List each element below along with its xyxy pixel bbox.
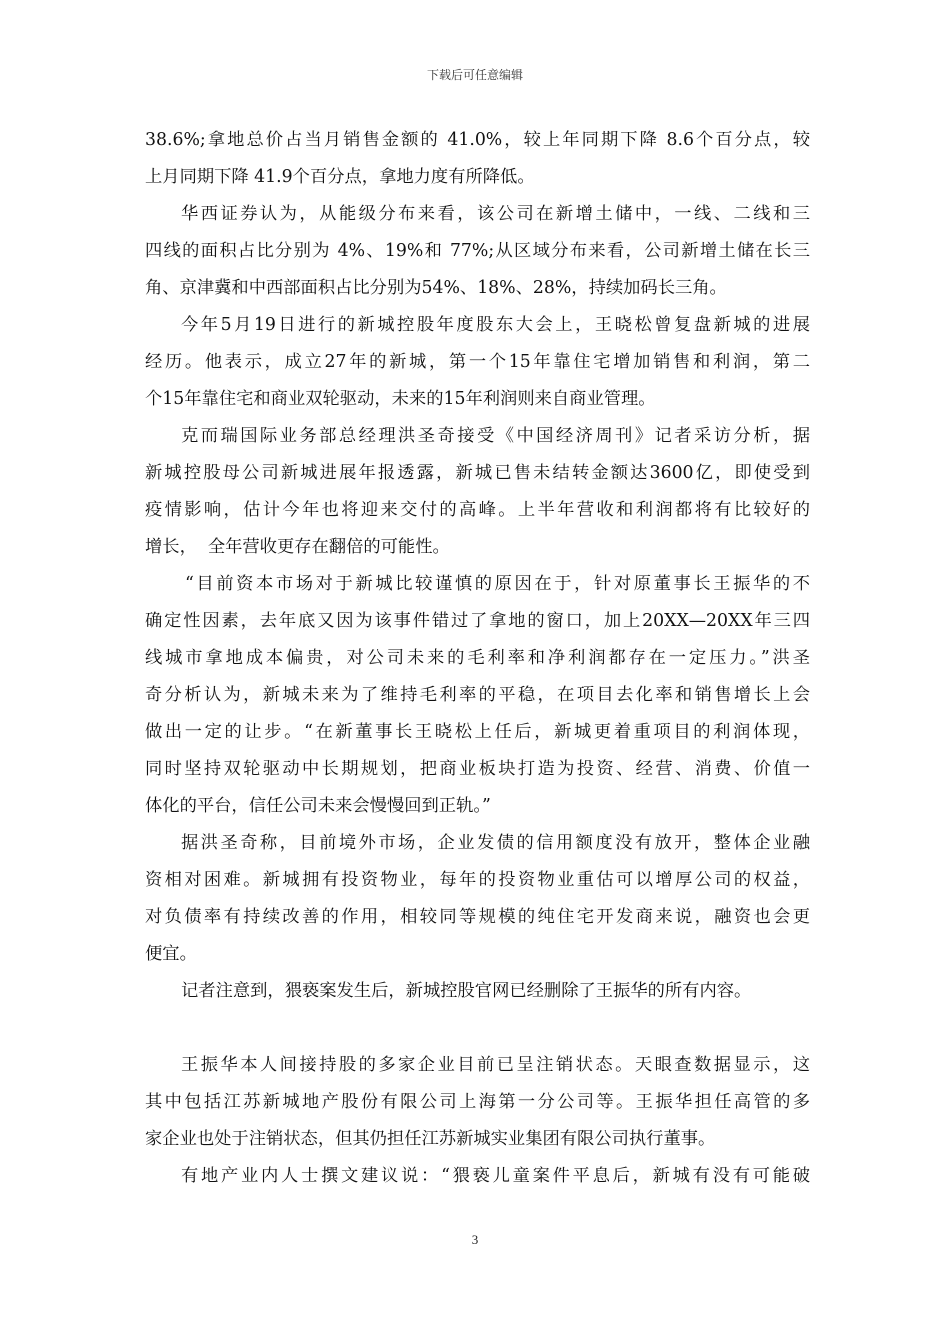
paragraph-5 [145,566,810,825]
text-line: 资相对困难。新城拥有投资物业，每年的投资物业重估可以增厚公司的权益， [145,870,810,890]
text-line: 今年5月19日进行的新城控股年度股东大会上，王晓松曾复盘新城的进展 [181,315,810,335]
paragraph-1 [145,122,810,196]
paragraph-7 [145,973,810,1010]
text-line: 确定性因素，去年底又因为该事件错过了拿地的窗口，加上20XX—20XX年三四 [145,611,810,631]
blank-line [145,1010,810,1047]
text-line: 其中包括江苏新城地产股份有限公司上海第一分公司等。王振华担任高管的多 [145,1092,810,1112]
page-header: 下载后可任意编辑 [426,68,523,82]
text-line: 上月同期下降 41.9个百分点，拿地力度有所降低。 [145,167,535,187]
text-line: 对负债率有持续改善的作用，相较同等规模的纯住宅开发商来说，融资也会更 [145,907,810,927]
page-number: 3 [471,1232,479,1247]
text-line: 角、京津冀和中西部面积占比分别为54%、18%、28%，持续加码长三角。 [145,278,727,298]
text-line: 克而瑞国际业务部总经理洪圣奇接受《中国经济周刊》记者采访分析，据 [181,426,810,446]
paragraph-8 [145,1047,810,1158]
text-line: 疫情影响，估计今年也将迎来交付的高峰。上半年营收和利润都将有比较好的 [145,500,810,520]
text-line: 华西证券认为，从能级分布来看，该公司在新增土储中，一线、二线和三 [181,204,810,224]
text-line: 新城控股母公司新城进展年报透露，新城已售未结转金额达3600亿，即使受到 [145,463,810,483]
text-line: 记者注意到，猥亵案发生后，新城控股官网已经删除了王振华的所有内容。 [181,981,752,1001]
text-line: 增长， 全年营收更存在翻倍的可能性。 [145,537,450,557]
text-line: 个15年靠住宅和商业双轮驱动，未来的15年利润则来自商业管理。 [145,389,656,409]
text-line: 有地产业内人士撰文建议说：“猥亵儿童案件平息后，新城有没有可能破 [181,1166,810,1186]
document-body [145,122,810,1195]
text-line: 据洪圣奇称，目前境外市场，企业发债的信用额度没有放开，整体企业融 [181,833,810,853]
paragraph-4 [145,418,810,566]
paragraph-6 [145,825,810,973]
text-line: 体化的平台，信任公司未来会慢慢回到正轨。” [145,796,491,816]
text-line: 同时坚持双轮驱动中长期规划，把商业板块打造为投资、经营、消费、价值一 [145,759,810,779]
paragraph-3 [145,307,810,418]
text-line: 奇分析认为，新城未来为了维持毛利率的平稳，在项目去化率和销售增长上会 [145,685,810,705]
text-line: “目前资本市场对于新城比较谨慎的原因在于，针对原董事长王振华的不 [185,574,810,594]
text-line: 王振华本人间接持股的多家企业目前已呈注销状态。天眼查数据显示，这 [181,1055,810,1075]
text-line: 家企业也处于注销状态，但其仍担任江苏新城实业集团有限公司执行董事。 [145,1129,716,1149]
text-line: 线城市拿地成本偏贵，对公司未来的毛利率和净利润都存在一定压力。”洪圣 [145,648,810,668]
text-line: 经历。他表示，成立27年的新城，第一个15年靠住宅增加销售和利润，第二 [145,352,810,372]
text-line: 38.6%;拿地总价占当月销售金额的 41.0%，较上年同期下降 8.6个百分点，较 [145,130,810,150]
paragraph-9 [145,1158,810,1195]
paragraph-2 [145,196,810,307]
text-line: 便宜。 [145,944,197,964]
text-line: 四线的面积占比分别为 4%、19%和 77%;从区域分布来看，公司新增土储在长三 [145,241,810,261]
text-line: 做出一定的让步。“在新董事长王晓松上任后，新城更着重项目的利润体现， [145,722,810,742]
